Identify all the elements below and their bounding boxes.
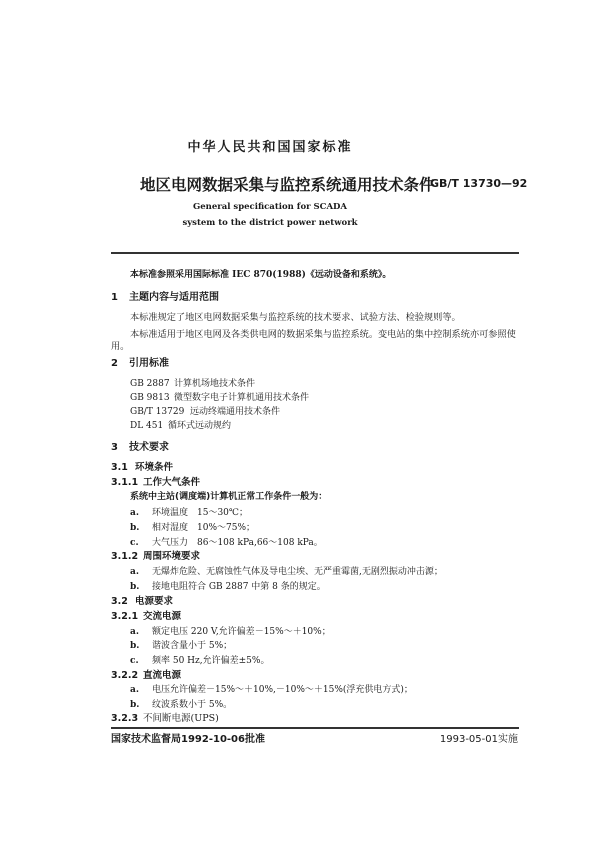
section-3-2-heading: 3.2 电源要求	[111, 596, 174, 607]
section-1-para-2-cont: 用。	[111, 341, 130, 352]
top-rule	[111, 252, 519, 254]
list-item: c. 频率 50 Hz,允许偏差±5%。	[130, 656, 270, 666]
list-item: c. 大气压力 86～108 kPa,66～108 kPa。	[130, 538, 323, 548]
issuer-header: 中华人民共和国国家标准	[187, 140, 353, 155]
footer-rule	[111, 727, 519, 729]
list-item: a. 无爆炸危险、无腐蚀性气体及导电尘埃、无严重霉菌,无剧烈振动冲击源；	[130, 567, 443, 577]
effective-date: 1993-05-01实施	[439, 734, 518, 745]
section-3-2-2-heading: 3.2.2 直流电源	[111, 670, 182, 681]
document-title: 地区电网数据采集与监控系统通用技术条件	[140, 176, 435, 194]
section-1-para-2: 本标准适用于地区电网及各类供电网的数据采集与监控系统。变电站的集中控制系统亦可参照使	[130, 329, 516, 340]
section-2-heading: 2 引用标准	[111, 358, 169, 369]
list-item: a. 环境温度 15～30℃；	[130, 508, 248, 518]
list-item: a. 额定电压 220 V,允许偏差－15%～＋10%；	[130, 627, 331, 637]
section-1-para-1: 本标准规定了地区电网数据采集与监控系统的技术要求、试验方法、检验规则等。	[130, 312, 461, 323]
reference-item: GB 9813 微型数字电子计算机通用技术条件	[130, 393, 310, 403]
standard-code: GB/T 13730—92	[430, 177, 528, 190]
section-3-2-3-heading: 3.2.3 不间断电源(UPS)	[111, 713, 219, 724]
section-3-1-1-heading: 3.1.1 工作大气条件	[111, 477, 201, 488]
section-1-heading: 1 主题内容与适用范围	[111, 292, 219, 303]
list-item: b. 接地电阻符合 GB 2887 中第 8 条的规定。	[130, 582, 326, 592]
approval-date: 国家技术监督局1992-10-06批准	[111, 734, 265, 745]
english-title-line-1: General specification for SCADA	[192, 202, 348, 212]
section-3-1-heading: 3.1 环境条件	[111, 462, 174, 473]
section-3-2-1-heading: 3.2.1 交流电源	[111, 611, 182, 622]
section-3-heading: 3 技术要求	[111, 442, 169, 453]
section-3-1-1-intro: 系统中主站(调度端)计算机正常工作条件一般为：	[130, 492, 328, 502]
reference-item: GB/T 13729 远动终端通用技术条件	[130, 407, 281, 417]
reference-item: DL 451 循环式远动规约	[130, 421, 232, 431]
intro-text: 本标准参照采用国际标准 IEC 870(1988)《远动设备和系统》。	[130, 270, 392, 280]
section-3-1-2-heading: 3.1.2 周围环境要求	[111, 551, 201, 562]
list-item: b. 相对湿度 10%～75%；	[130, 523, 256, 533]
list-item: b. 纹波系数小于 5%。	[130, 700, 233, 710]
english-title-line-2: system to the district power network	[182, 218, 358, 228]
list-item: a. 电压允许偏差－15%～＋10%,－10%～＋15%(浮充供电方式)；	[130, 685, 413, 695]
reference-item: GB 2887 计算机场地技术条件	[130, 379, 256, 389]
list-item: b. 谐波含量小于 5%；	[130, 641, 233, 651]
